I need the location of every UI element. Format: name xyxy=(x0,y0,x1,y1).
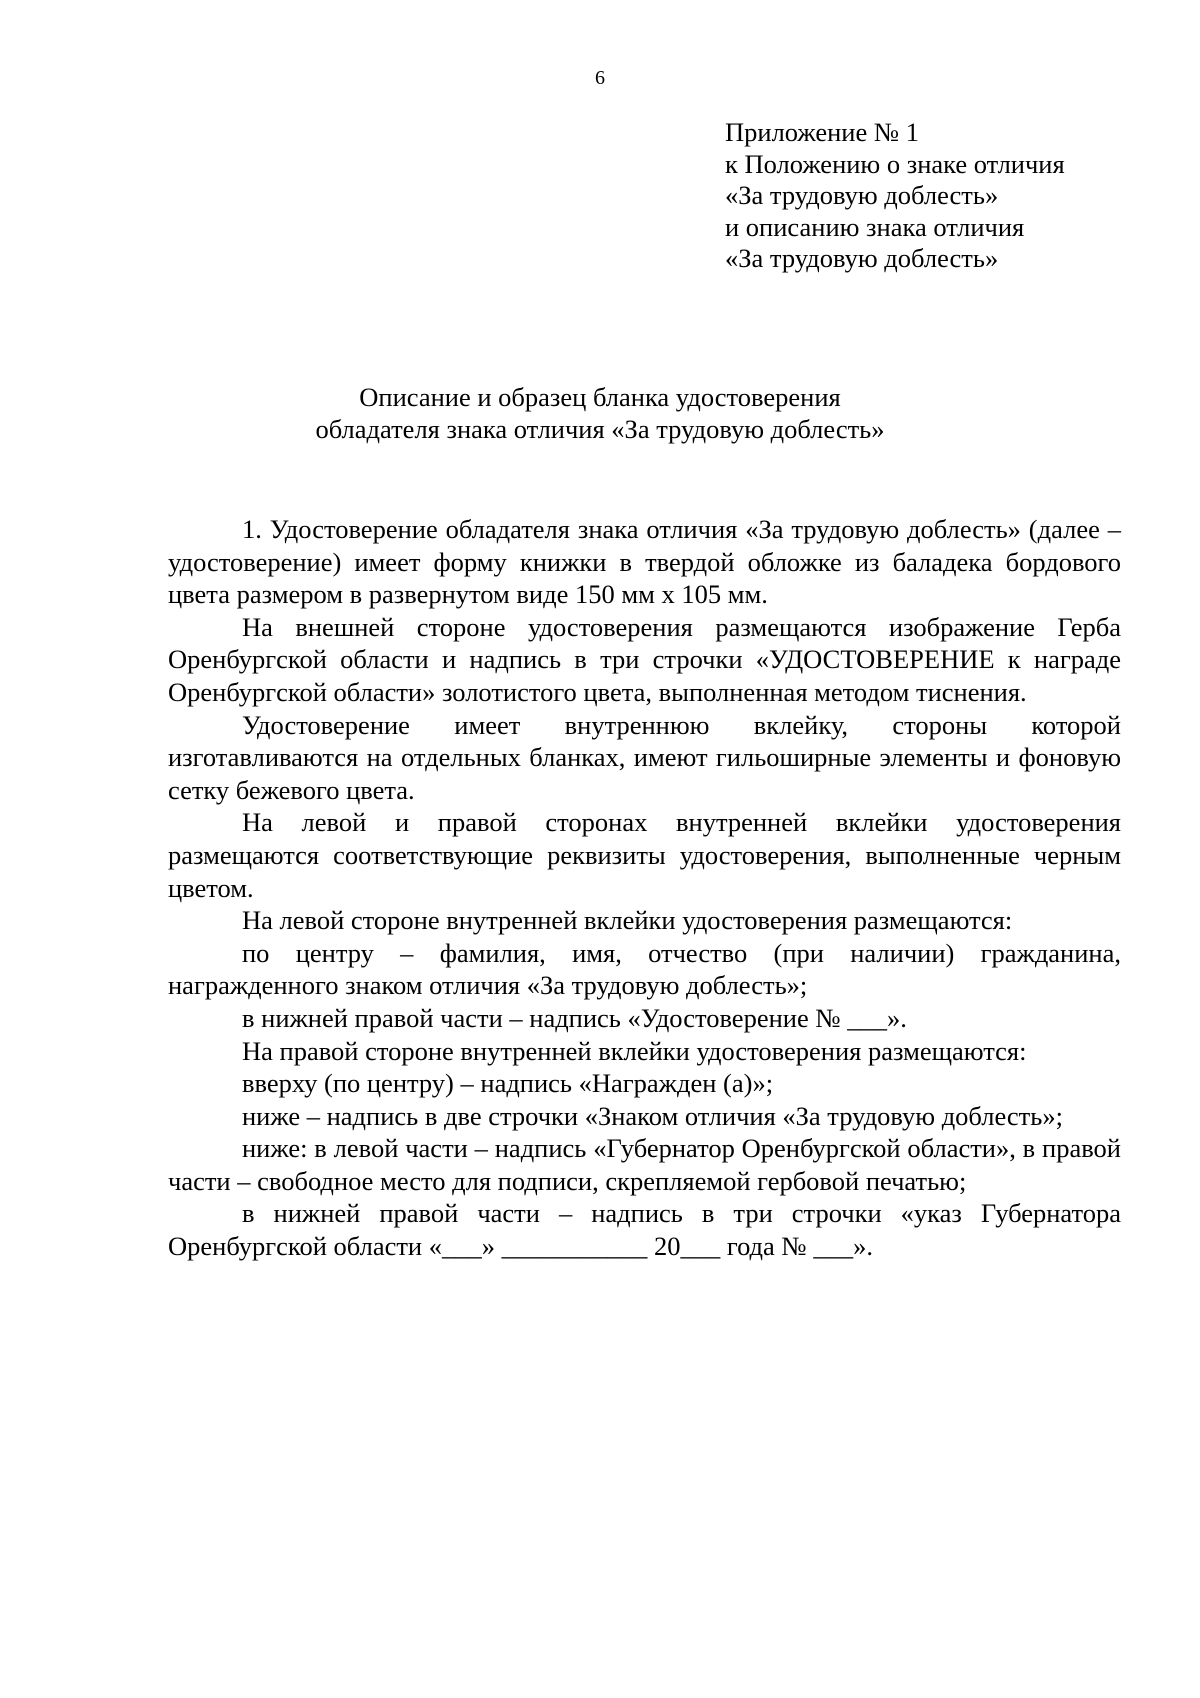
paragraph: На левой и правой сторонах внутренней вклейки удостоверения размещаются соответствующие реквизиты удостоверения, выполненные черным цветом. xyxy=(168,807,1121,903)
paragraph: Удостоверение имеет внутреннюю вклейку, стороны которой изготавливаются на отдельных бланках, имеют гильоширные элементы и фоновую сетку бежевого цвета. xyxy=(168,709,1121,805)
appendix-reference xyxy=(725,117,1065,275)
paragraph: вверху (по центру) – надпись «Награжден (а)»; xyxy=(242,1068,774,1099)
paragraph: ниже: в левой части – надпись «Губернатор Оренбургской области», в правой части – свободное место для подписи, скрепляемой гербовой печатью; xyxy=(168,1133,1121,1196)
paragraph: На внешней стороне удостоверения размещаются изображение Герба Оренбургской области и надпись в три строчки «УДОСТОВЕРЕНИЕ к награде Оренбургской области» золотистого цвета, выполненная методом тиснения. xyxy=(168,611,1121,707)
paragraph: ниже – надпись в две строчки «Знаком отличия «За трудовую доблесть»; xyxy=(242,1100,1063,1131)
appendix-line: к Положению о знаке отличия xyxy=(725,148,1065,179)
appendix-line: Приложение № 1 xyxy=(725,117,920,147)
document-body xyxy=(168,513,1121,1263)
paragraph: 1. Удостоверение обладателя знака отличия «За трудовую доблесть» (далее – удостоверение) имеет форму книжки в твердой обложке из баладека бордового цвета размером в развернутом виде 150 мм х 105 мм. xyxy=(168,514,1121,610)
paragraph: На левой стороне внутренней вклейки удостоверения размещаются: xyxy=(242,905,1013,936)
title-line: Описание и образец бланка удостоверения xyxy=(359,382,841,412)
document-title xyxy=(0,381,1200,445)
appendix-line: «За трудовую доблесть» xyxy=(725,243,999,273)
appendix-line: «За трудовую доблесть» xyxy=(725,180,999,210)
title-line: обладателя знака отличия «За трудовую доблесть» xyxy=(315,414,885,444)
paragraph: в нижней правой части – надпись в три строчки «указ Губернатора Оренбургской области «___» ___________ 20___ года № ___». xyxy=(168,1198,1121,1262)
paragraph: по центру – фамилия, имя, отчество (при наличии) гражданина, награжденного знаком отличия «За трудовую доблесть»; xyxy=(168,937,1121,1001)
appendix-line: и описанию знака отличия xyxy=(725,211,1025,242)
page-number: 6 xyxy=(595,67,605,89)
paragraph: в нижней правой части – надпись «Удостоверение № ___». xyxy=(242,1002,907,1033)
paragraph: На правой стороне внутренней вклейки удостоверения размещаются: xyxy=(242,1035,1027,1066)
